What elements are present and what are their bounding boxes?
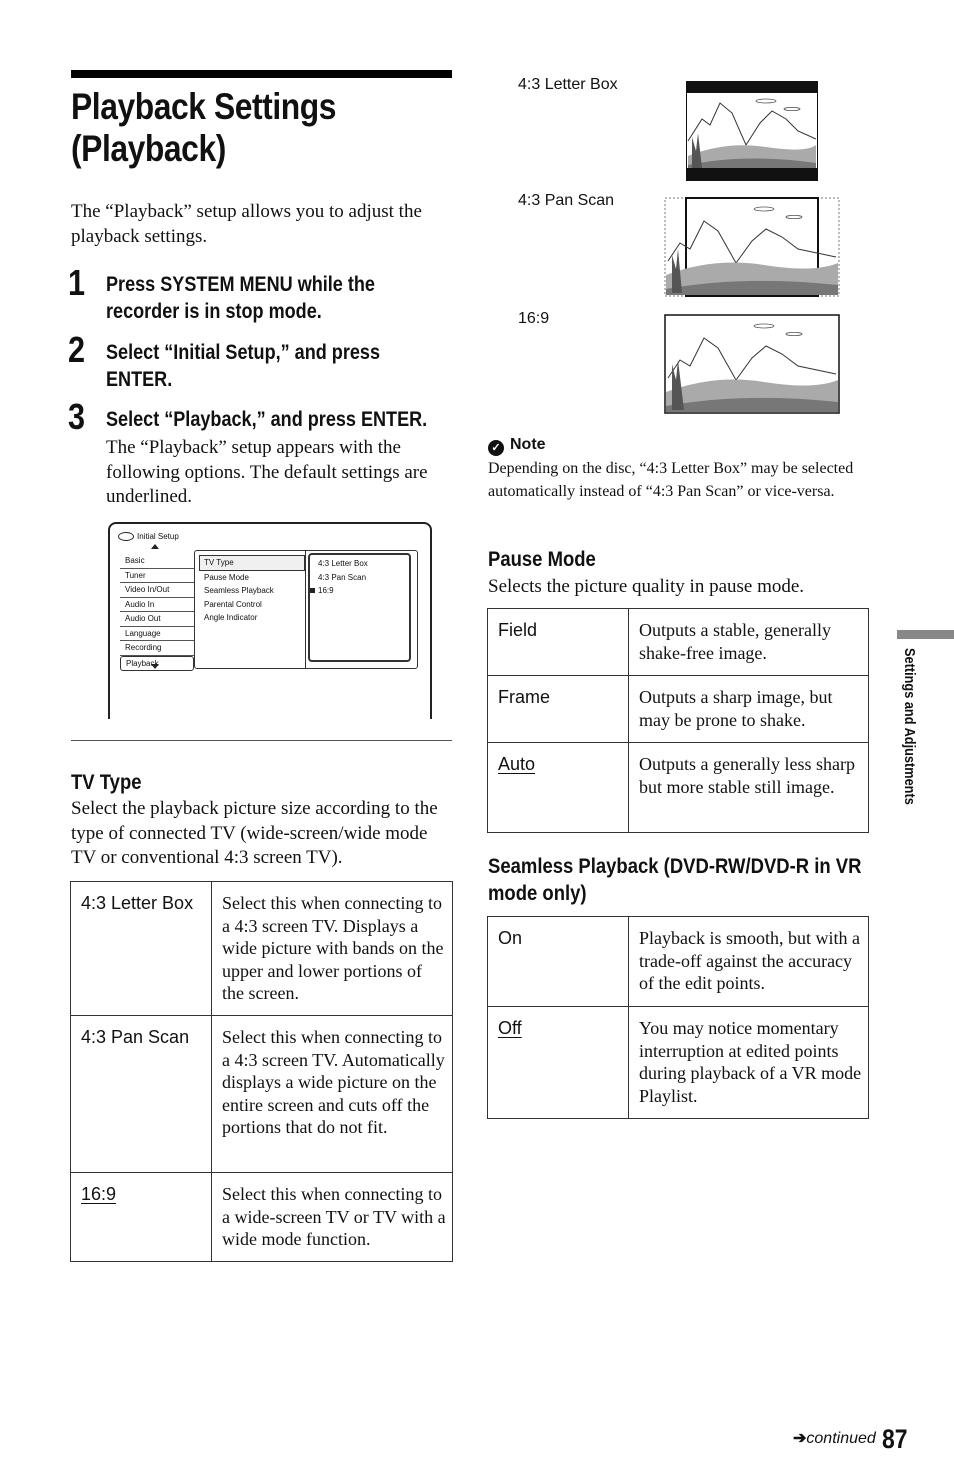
option-description: Playback is smooth, but with a trade-off against the accuracy of the edit points. — [629, 917, 869, 1007]
table-row — [71, 1016, 453, 1173]
pause-mode-heading: Pause Mode — [488, 548, 596, 571]
title-rule — [71, 70, 452, 78]
option-name: 4:3 Letter Box — [71, 882, 212, 1016]
wide-label: 16:9 — [518, 310, 550, 327]
menu-left-list — [120, 554, 194, 671]
pause-mode-table — [487, 608, 869, 833]
menu-item[interactable]: Tuner — [120, 569, 194, 584]
seamless-heading: Seamless Playback (DVD-RW/DVD-R in VR mode only) — [488, 855, 862, 905]
option-name: On — [488, 917, 629, 1007]
option-name: 4:3 Pan Scan — [71, 1016, 212, 1173]
menu-up-arrow — [151, 544, 159, 549]
menu-item[interactable]: Audio In — [120, 598, 194, 613]
option-name-default: 16:9 — [81, 1184, 117, 1204]
option-description: You may notice momentary interruption at edited points during playback of a VR mode Playlist. — [629, 1007, 869, 1119]
table-row — [71, 1173, 453, 1262]
tv-type-description: Select the playback picture size according to the type of connected TV (wide-screen/wide mode TV or conventional 4:3 screen TV). — [71, 798, 438, 868]
step-number: 3 — [68, 396, 86, 437]
page-number: 87 — [882, 1424, 908, 1454]
table-row — [488, 743, 869, 833]
menu-item[interactable]: Video In/Out — [120, 583, 194, 598]
tv-type-heading: TV Type — [71, 771, 142, 794]
menu-item[interactable]: Seamless Playback — [204, 586, 274, 595]
menu-options-box — [308, 553, 411, 662]
menu-item[interactable]: Angle Indicator — [204, 613, 258, 622]
menu-item[interactable]: Language — [120, 627, 194, 642]
menu-item[interactable]: Recording — [120, 641, 194, 656]
table-row — [71, 882, 453, 1016]
menu-item[interactable]: Pause Mode — [204, 572, 249, 582]
hint-icon: ✓ — [488, 440, 504, 456]
table-row — [488, 676, 869, 743]
option-name-default: Off — [498, 1018, 522, 1038]
menu-item[interactable]: Parental Control — [204, 599, 262, 609]
arrow-right-icon: ➔ — [793, 1430, 807, 1447]
step-text: Select “Playback,” and press ENTER. — [106, 408, 428, 431]
option-description: Outputs a stable, generally shake-free image. — [629, 609, 869, 676]
menu-item-selected[interactable]: Playback — [120, 656, 194, 672]
square-bullet-icon — [310, 588, 315, 593]
sidebar-tab-marker — [897, 630, 954, 639]
table-row — [488, 917, 869, 1007]
pause-mode-description: Selects the picture quality in pause mode. — [488, 576, 805, 597]
table-row — [488, 1007, 869, 1119]
note-heading: ✓ Note — [488, 436, 546, 456]
option-description: Select this when connecting to a 4:3 screen TV. Automatically displays a wide picture on the entire screen and cuts off the portions that do not fit. — [212, 1016, 453, 1173]
panscan-label: 4:3 Pan Scan — [518, 192, 615, 209]
menu-option-current[interactable]: 16:9 — [310, 584, 409, 598]
letterbox-label: 4:3 Letter Box — [518, 76, 618, 93]
disc-icon — [118, 532, 134, 541]
tv-type-table — [70, 881, 453, 1262]
menu-item-selected[interactable]: TV Type — [199, 555, 305, 571]
section-divider — [71, 740, 452, 741]
menu-item[interactable]: Basic — [120, 554, 194, 569]
step-text: Press SYSTEM MENU while the recorder is in stop mode. — [106, 273, 375, 323]
option-description: Select this when connecting to a wide-screen TV or TV with a wide mode function. — [212, 1173, 453, 1262]
step3-body: The “Playback” setup appears with the following options. The default settings are underlined. — [106, 437, 428, 507]
option-name-default: Auto — [498, 754, 536, 774]
menu-title: Initial Setup — [118, 530, 179, 544]
continued-indicator: ➔continued — [793, 1430, 876, 1447]
wide-illustration — [664, 314, 840, 419]
option-name: Field — [488, 609, 629, 676]
option-description: Outputs a generally less sharp but more stable still image. — [629, 743, 869, 833]
step-number: 1 — [68, 262, 86, 303]
letterbox-illustration — [686, 81, 818, 186]
table-row — [488, 609, 869, 676]
option-description: Select this when connecting to a 4:3 screen TV. Displays a wide picture with bands on the upper and lower portions of the screen. — [212, 882, 453, 1016]
step-number: 2 — [68, 329, 86, 370]
sidebar-section-label: Settings and Adjustments — [901, 648, 918, 805]
menu-option[interactable]: 4:3 Pan Scan — [318, 572, 367, 582]
option-name: Frame — [488, 676, 629, 743]
menu-item[interactable]: Audio Out — [120, 612, 194, 627]
seamless-table — [487, 916, 869, 1119]
step-text: Select “Initial Setup,” and press ENTER. — [106, 341, 380, 391]
menu-middle-list — [199, 555, 305, 625]
intro-text: The “Playback” setup allows you to adjust the playback settings. — [71, 201, 422, 247]
note-text: Depending on the disc, “4:3 Letter Box” may be selected automatically instead of “4:3 Pan Scan” or vice-versa. — [488, 460, 854, 500]
panscan-illustration — [664, 197, 840, 302]
option-description: Outputs a sharp image, but may be prone to shake. — [629, 676, 869, 743]
page-title: Playback Settings (Playback) — [71, 86, 337, 169]
menu-submenu-panel — [194, 550, 418, 669]
menu-option[interactable]: 4:3 Letter Box — [318, 559, 368, 568]
menu-down-arrow — [151, 664, 159, 669]
setup-menu-screen — [108, 522, 432, 719]
